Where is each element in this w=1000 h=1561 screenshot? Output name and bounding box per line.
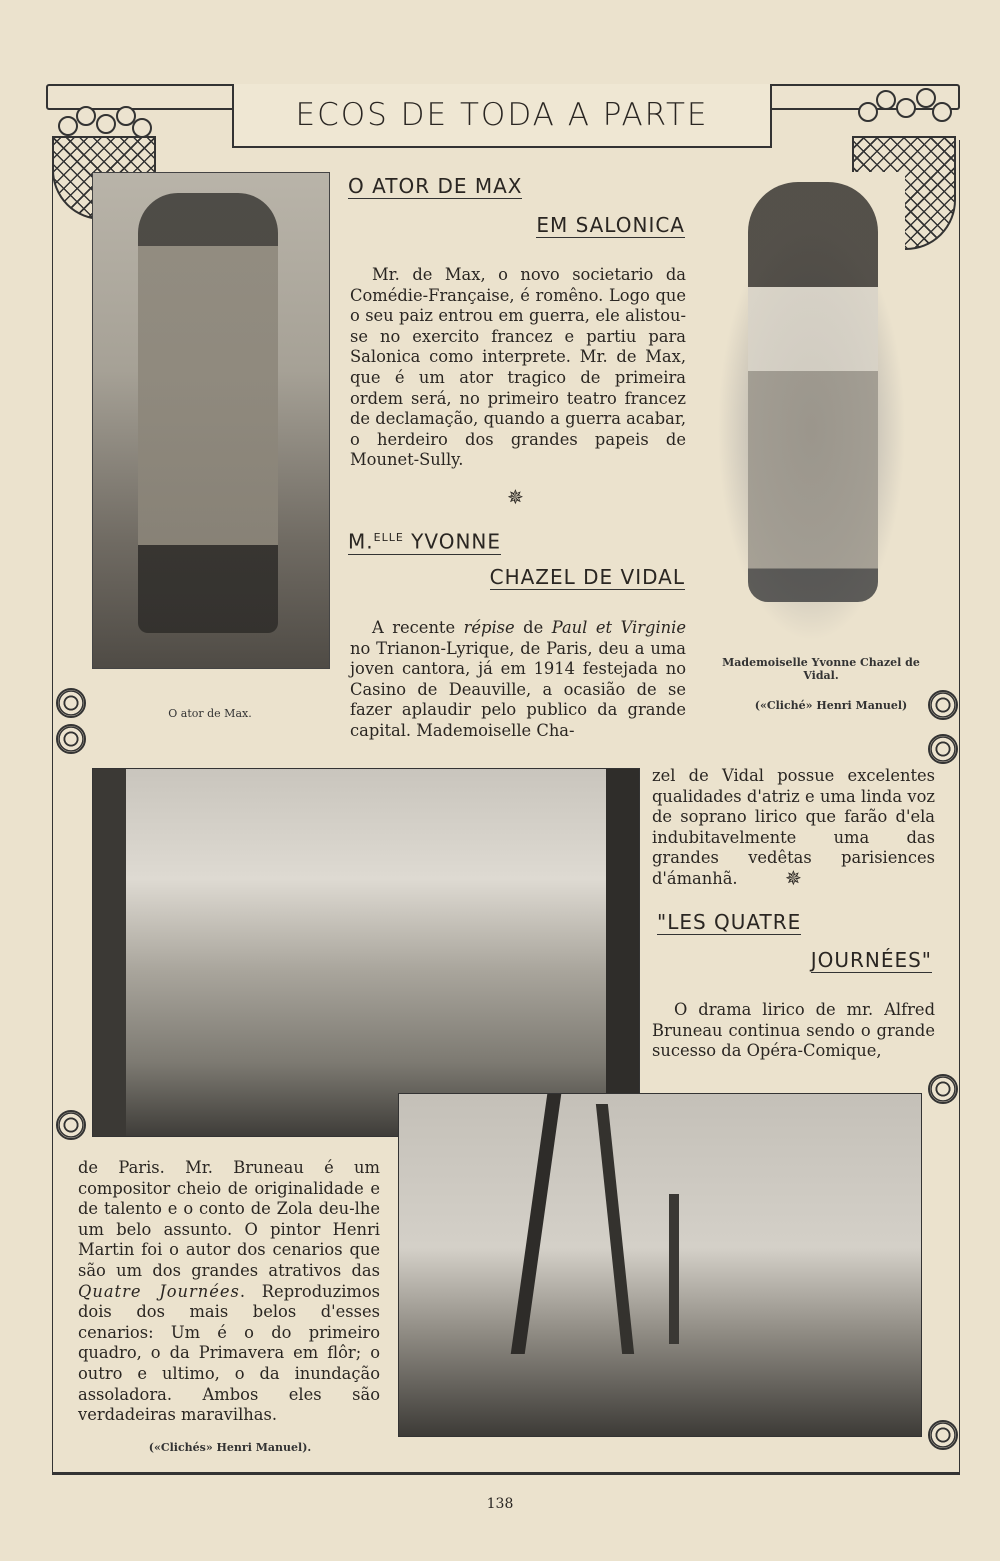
text: . Reproduzimos dois dos mais belos d'esses cenarios: Um é o do primeiro quadro, o da Primavera em flôr; o outro e ultimo, o da inundação assoladora. Ambos eles são verdadeiras maravilhas. — [78, 1281, 380, 1425]
text: no Trianon-Lyrique, de Paris, deu a uma joven cantora, já em 1914 festejada no Casino de Deauville, a ocasião de se fazer aplaudir pelo publico da grande capital. Mademoiselle Cha- — [350, 638, 686, 740]
article3-paragraph-b — [78, 1158, 380, 1426]
rose-ornament — [928, 690, 958, 720]
article1-heading-line2: EM SALONICA — [536, 213, 685, 237]
scenery-painting-spring — [92, 768, 640, 1137]
rose-ornament — [56, 688, 86, 718]
article1-heading-line1: O ATOR DE MAX — [348, 174, 523, 198]
bottom-rule — [52, 1472, 960, 1474]
page-number: 138 — [486, 1496, 514, 1512]
article3-paragraph-a: O drama lirico de mr. Alfred Bruneau continua sendo o grande sucesso da Opéra-Comique, — [652, 1000, 935, 1061]
italic-text: répise — [463, 618, 515, 637]
tree-trunk — [669, 1194, 679, 1344]
right-flowers-ornament — [852, 84, 952, 122]
text: de — [514, 618, 552, 637]
heading-superscript: ELLE — [373, 531, 404, 544]
title-banner — [232, 84, 772, 148]
separator-star-icon: ✵ — [507, 485, 524, 509]
scenery-painting-flood — [398, 1093, 922, 1437]
photo-credit-yvonne: («Cliché» Henri Manuel) — [754, 699, 908, 712]
text: A recente — [372, 618, 464, 637]
photo-de-max — [92, 172, 330, 669]
article2-paragraph-a — [350, 618, 686, 742]
page-title: ECOS DE TODA A PARTE — [295, 97, 709, 133]
rose-ornament — [56, 1110, 86, 1140]
left-flowers-ornament — [52, 102, 152, 140]
article2-body-a — [350, 618, 686, 742]
article2-heading-line1 — [348, 526, 501, 555]
article3-heading-line1: "LES QUATRE — [657, 910, 802, 934]
article2-heading-line2: CHAZEL DE VIDAL — [489, 565, 685, 589]
article2-paragraph-b: zel de Vidal possue excelentes qualidades d'atriz e uma linda voz de soprano lirico que farão d'ela indubitavelmente uma das grandes vedêtas parisiences d'ámanhã. — [652, 766, 935, 888]
separator-star-icon: ✵ — [785, 866, 802, 890]
article1-paragraph: Mr. de Max, o novo societario da Comédie-Française, é romêno. Logo que o seu paiz entrou em guerra, ele alistou-se no exercito francez e partiu para Salonica como interprete. Mr. de Max, que é um ator tragico de primeira ordem será, no primeiro teatro francez de declamação, quando a guerra acabar, o herdeiro dos grandes papeis de Mounet-Sully. — [350, 265, 686, 470]
rose-ornament — [928, 1074, 958, 1104]
photo-caption-de-max: O ator de Max. — [168, 707, 252, 720]
text: de Paris. Mr. Bruneau é um compositor cheio de originalidade e de talento e o conto de Zola deu-lhe um belo assunto. O pintor Henri Martin foi o autor dos cenarios que são um dos grandes atrativos das — [78, 1158, 380, 1280]
heading-prefix: M. — [348, 529, 374, 554]
rose-ornament — [928, 1420, 958, 1450]
heading-rest: YVONNE — [403, 529, 502, 554]
photo-yvonne-chazel-de-vidal — [718, 172, 905, 640]
rose-ornament — [56, 724, 86, 754]
figure-silhouette — [138, 193, 278, 633]
italic-text: Paul et Virginie — [551, 618, 686, 637]
tree-trunk — [596, 1104, 634, 1354]
figure-silhouette — [748, 182, 878, 602]
article3-body-a — [652, 1000, 935, 1062]
article1-body — [350, 265, 686, 471]
rose-ornament — [928, 734, 958, 764]
article3-heading-line2: JOURNÉES" — [810, 948, 932, 972]
photo-caption-yvonne: Mademoiselle Yvonne Chazel de Vidal. — [722, 656, 920, 682]
tree-trunk — [511, 1094, 562, 1354]
paintings-credit: («Clichés» Henri Manuel). — [148, 1441, 312, 1454]
article3-body-b — [78, 1158, 380, 1426]
italic-text: Quatre Journées — [78, 1281, 240, 1301]
